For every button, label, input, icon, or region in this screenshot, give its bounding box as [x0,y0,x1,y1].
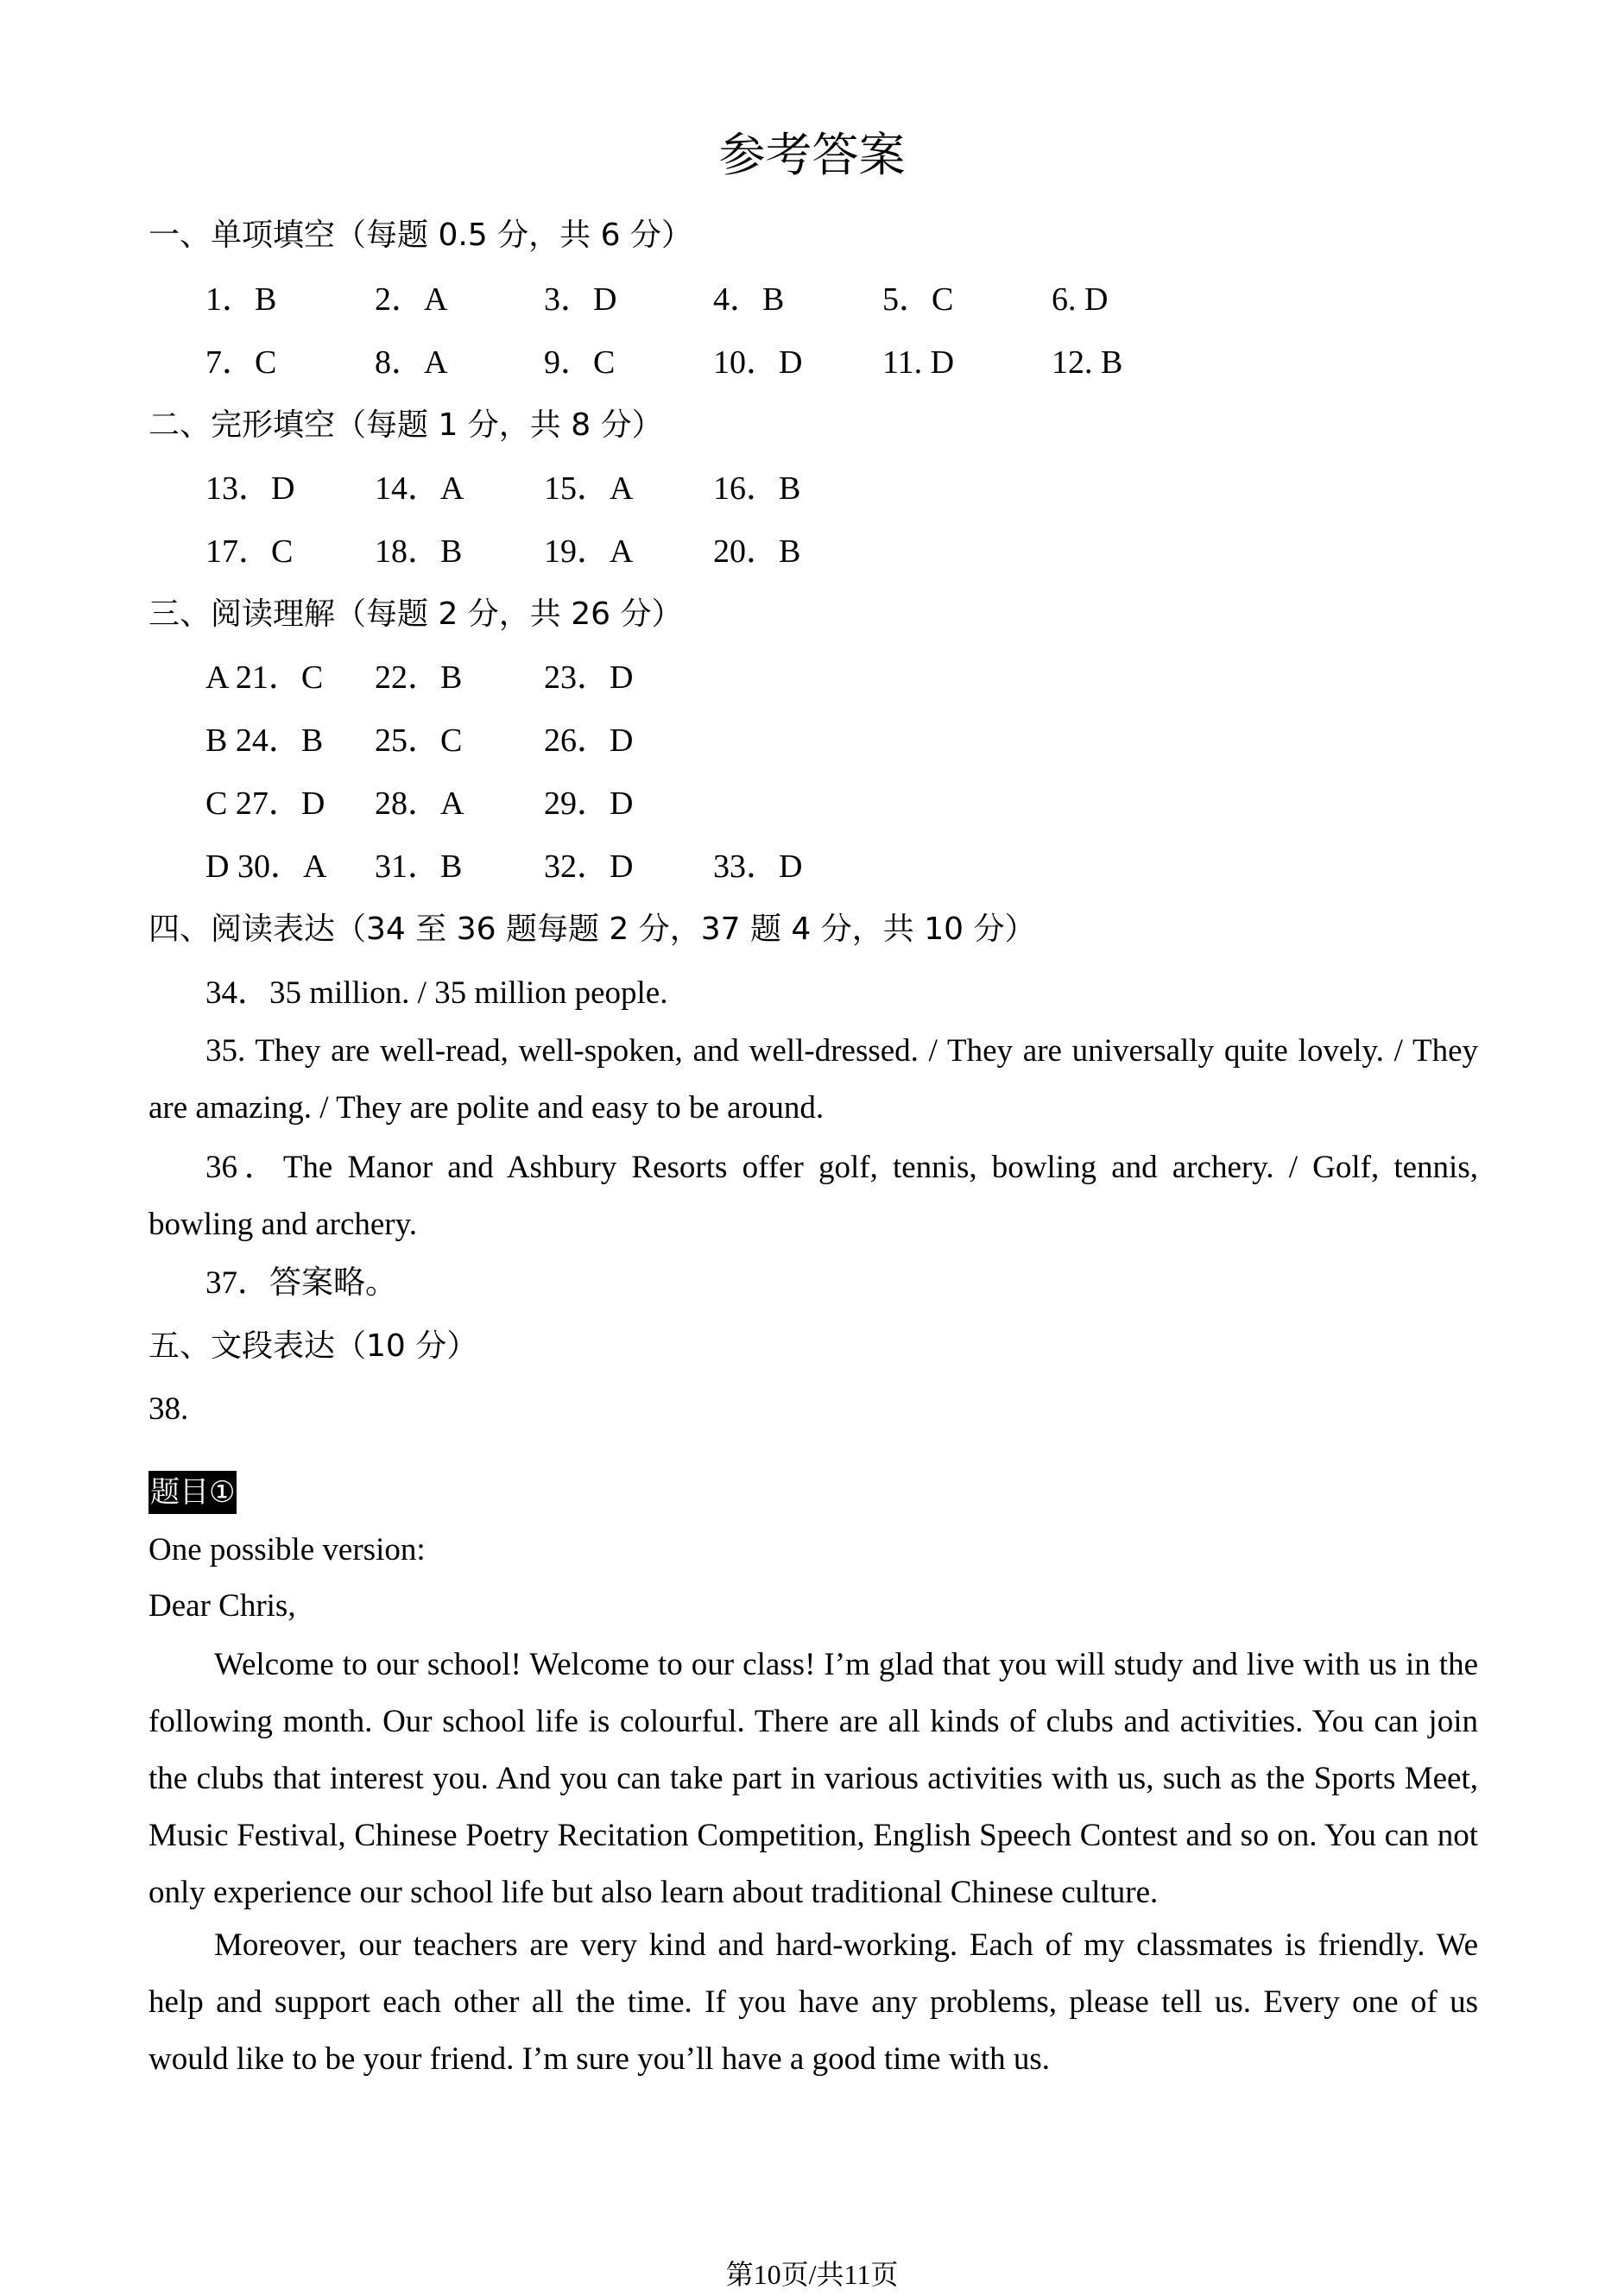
answer-item: 4．B [713,281,785,318]
answer-item: 25．C [375,722,463,759]
answer-item: 9．C [544,344,616,381]
answer-34: 34．35 million. / 35 million people. [205,975,668,1011]
answer-item: 17．C [205,533,294,570]
answer-item: 31．B [375,848,463,885]
answer-item: 29．D [544,785,634,822]
answer-item: C 27．D [205,785,325,822]
section-heading-3: 三、阅读理解（每题 2 分，共 26 分） [148,596,683,632]
answer-item: 1．B [205,281,277,318]
section-heading-1: 一、单项填空（每题 0.5 分，共 6 分） [148,218,692,253]
answer-item: 3．D [544,281,617,318]
answer-item: 26．D [544,722,634,759]
answer-item: 2．A [375,281,448,318]
answer-item: 16．B [713,470,801,507]
answer-item: 20．B [713,533,801,570]
salutation: Dear Chris, [148,1588,296,1624]
answer-item: 12. B [1052,344,1123,381]
answer-item: 32．D [544,848,634,885]
essay-paragraph-2: Moreover, our teachers are very kind and hard-working. Each of my classmates is friendly. We help and support each other all the time. If you have any problems, please tell us. Every one of us would like to be your friend. I’m sure you’ll have a good time with us. [148,1927,1478,2077]
answer-item: 10．D [713,344,803,381]
page-footer: 第10页/共11页 [725,2259,899,2290]
answer-item: D 30．A [205,848,327,885]
answer-item: 19．A [544,533,634,570]
answer-item: 7．C [205,344,277,381]
answer-item: 18．B [375,533,463,570]
answer-item: 28．A [375,785,464,822]
section-heading-2: 二、完形填空（每题 1 分，共 8 分） [148,407,663,443]
answer-35: 35. They are well-read, well-spoken, and well-dressed. / They are universally quite lovely. / They are amazing. / They are polite and easy to be around. [148,1033,1478,1126]
section-heading-4: 四、阅读表达（34 至 36 题每题 2 分，37 题 4 分，共 10 分） [148,911,1036,947]
answer-item: A 21．C [205,659,324,696]
answer-37: 37．答案略。 [205,1265,397,1301]
answer-item: 6. D [1052,281,1109,318]
answer-item: 8．A [375,344,448,381]
answer-item: 15．A [544,470,634,507]
answer-item: 13．D [205,470,295,507]
answer-item: 5．C [882,281,954,318]
answer-item: 23．D [544,659,634,696]
answer-item: 11. D [882,344,955,381]
answer-item: 33．D [713,848,803,885]
page-title: 参考答案 [718,128,906,182]
topic-tag: 题目① [148,1471,237,1514]
section-heading-5: 五、文段表达（10 分） [148,1328,478,1364]
intro-text: One possible version: [148,1532,426,1567]
answer-item: 22．B [375,659,463,696]
essay-paragraph-1: Welcome to our school! Welcome to our class! I’m glad that you will study and live with us in the following month. Our school life is colourful. There are all kinds of clubs and activities. You can join the clubs that interest you. And you can take part in various activities with us, such as the Sports Meet, Music Festival, Chinese Poetry Recitation Competition, English Speech Contest and so on. You can not only experience our school life but also learn about traditional Chinese culture. [148,1647,1478,1910]
answer-36: 36．The Manor and Ashbury Resorts offer golf, tennis, bowling and archery. / Golf, tennis, bowling and archery. [148,1150,1478,1242]
question-number: 38. [148,1391,189,1427]
answer-item: 14．A [375,470,464,507]
answer-item: B 24．B [205,722,324,759]
